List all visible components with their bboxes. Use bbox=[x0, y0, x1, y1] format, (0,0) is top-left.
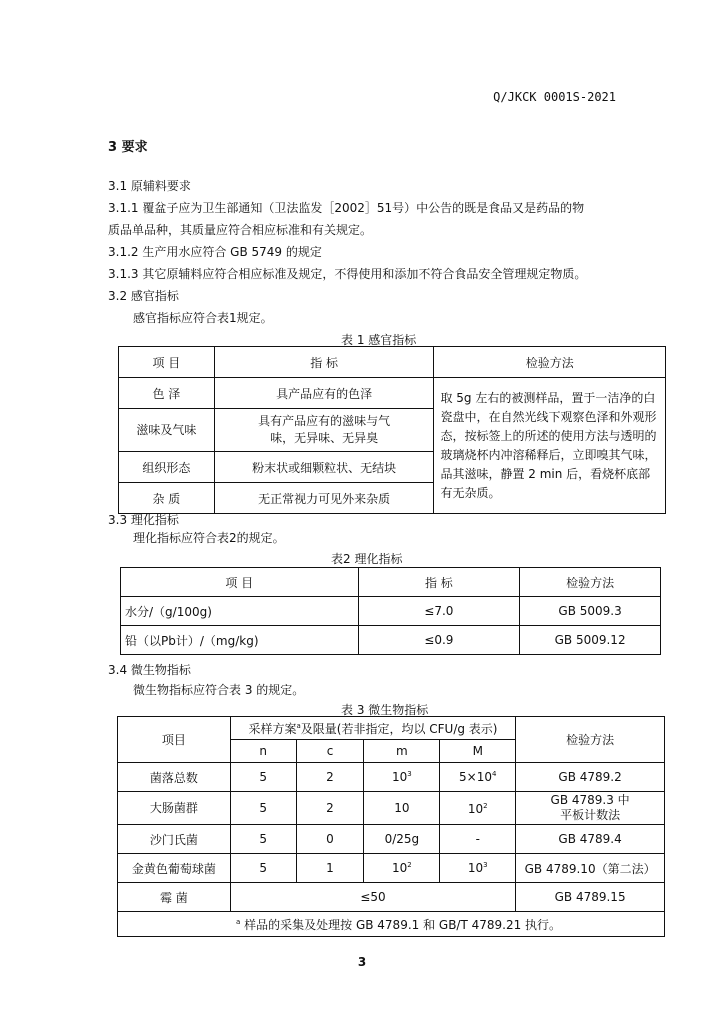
para-3-3-body: 理化指标应符合表2的规定。 bbox=[133, 531, 285, 545]
row-c: 2 bbox=[296, 763, 364, 792]
row-method: GB 5009.3 bbox=[520, 597, 661, 626]
m-exponent: 3 bbox=[407, 770, 412, 778]
table-note-row bbox=[118, 912, 665, 937]
method-cell: 取 5g 左右的被测样品，置于一洁净的白瓷盘中，在自然光线下观察色泽和外观形态，按标签上的所述的使用方法与透明的玻璃烧杯内冲溶稀释后，立即嗅其气味，品其滋味，静置 2 min 后，看烧杯底部有无杂质。 bbox=[434, 378, 666, 514]
table3-caption: 表 3 微生物指标 bbox=[341, 703, 429, 717]
table-row bbox=[119, 378, 666, 409]
row-n: 5 bbox=[230, 792, 296, 825]
row-M bbox=[440, 763, 516, 792]
row-item: 菌落总数 bbox=[118, 763, 231, 792]
table-row bbox=[118, 883, 665, 912]
physicochemical-table bbox=[120, 567, 661, 655]
para-3-1-2: 3.1.2 生产用水应符合 GB 5749 的规定 bbox=[108, 245, 322, 259]
microbial-table bbox=[117, 716, 665, 937]
method-line1: GB 4789.3 中 bbox=[550, 793, 630, 807]
header-method: 检验方法 bbox=[516, 717, 665, 763]
row-n: 5 bbox=[230, 763, 296, 792]
row-M bbox=[440, 854, 516, 883]
M-value: 10 bbox=[467, 802, 484, 816]
para-3-4-body: 微生物指标应符合表 3 的规定。 bbox=[133, 683, 305, 697]
table-row bbox=[121, 597, 661, 626]
M-value: 5×10 bbox=[459, 770, 492, 784]
footnote-marker: a bbox=[236, 917, 241, 926]
row-n: 5 bbox=[230, 825, 296, 854]
M-exponent: 2 bbox=[483, 802, 488, 810]
table-row bbox=[118, 763, 665, 792]
table-footnote bbox=[118, 912, 665, 937]
M-exponent: 3 bbox=[483, 861, 488, 869]
row-item: 色 泽 bbox=[119, 378, 215, 409]
sub-M: M bbox=[440, 740, 516, 763]
table-row bbox=[121, 626, 661, 655]
m-value: 10 bbox=[391, 770, 408, 784]
para-3-2-body: 感官指标应符合表1规定。 bbox=[133, 311, 273, 325]
para-3-4: 3.4 微生物指标 bbox=[108, 663, 191, 677]
row-item: 水分/（g/100g) bbox=[121, 597, 359, 626]
row-item: 滋味及气味 bbox=[119, 409, 215, 452]
row-method bbox=[516, 792, 665, 825]
row-index: 具产品应有的色泽 bbox=[214, 378, 434, 409]
row-M: - bbox=[440, 825, 516, 854]
para-3-1-3: 3.1.3 其它原辅料应符合相应标准及规定，不得使用和添加不符合食品安全管理规定物质。 bbox=[108, 267, 587, 281]
table-header-row bbox=[118, 717, 665, 740]
row-n: 5 bbox=[230, 854, 296, 883]
m-exponent: 2 bbox=[407, 861, 412, 869]
M-exponent: 4 bbox=[492, 770, 497, 778]
section-title: 3 要求 bbox=[108, 140, 148, 155]
page-number: 3 bbox=[357, 955, 367, 969]
header-method: 检验方法 bbox=[520, 568, 661, 597]
row-index: 具有产品应有的滋味与气味，无异味、无异臭 bbox=[214, 409, 434, 452]
header-sampling-plan bbox=[230, 717, 515, 740]
para-3-3: 3.3 理化指标 bbox=[108, 513, 179, 527]
row-item: 金黄色葡萄球菌 bbox=[118, 854, 231, 883]
row-method: GB 4789.2 bbox=[516, 763, 665, 792]
row-item: 组织形态 bbox=[119, 452, 215, 483]
para-3-2: 3.2 感官指标 bbox=[108, 289, 179, 303]
row-method: GB 5009.12 bbox=[520, 626, 661, 655]
para-3-1-1-line2: 质品单品种，其质量应符合相应标准和有关规定。 bbox=[108, 223, 373, 237]
para-3-1: 3.1 原辅料要求 bbox=[108, 179, 191, 193]
footnote-text: 样品的采集及处理按 GB 4789.1 和 GB/T 4789.21 执行。 bbox=[244, 917, 562, 932]
table-header-row bbox=[119, 347, 666, 378]
header-item: 项 目 bbox=[121, 568, 359, 597]
table-row bbox=[118, 792, 665, 825]
row-item: 杂 质 bbox=[119, 483, 215, 514]
header-item: 项 目 bbox=[119, 347, 215, 378]
header-plan-text: 采样方案 bbox=[248, 721, 297, 736]
row-c: 2 bbox=[296, 792, 364, 825]
row-m: 10 bbox=[364, 792, 440, 825]
row-method: GB 4789.4 bbox=[516, 825, 665, 854]
row-M bbox=[440, 792, 516, 825]
row-m bbox=[364, 854, 440, 883]
sub-m: m bbox=[364, 740, 440, 763]
para-3-1-1-line1: 3.1.1 覆盆子应为卫生部通知（卫法监发［2002］51号）中公告的既是食品又是药品的物 bbox=[108, 201, 585, 215]
row-c: 0 bbox=[296, 825, 364, 854]
row-item: 霉 菌 bbox=[118, 883, 231, 912]
header-plan-sup: a bbox=[296, 721, 301, 730]
row-method: GB 4789.15 bbox=[516, 883, 665, 912]
row-method: GB 4789.10（第二法） bbox=[516, 854, 665, 883]
header-index: 指 标 bbox=[358, 568, 520, 597]
row-item: 沙门氏菌 bbox=[118, 825, 231, 854]
row-index: ≤0.9 bbox=[358, 626, 520, 655]
table-row bbox=[118, 854, 665, 883]
row-item: 铅（以Pb计）/（mg/kg) bbox=[121, 626, 359, 655]
row-limit: ≤50 bbox=[230, 883, 515, 912]
row-index: 无正常视力可见外来杂质 bbox=[214, 483, 434, 514]
row-c: 1 bbox=[296, 854, 364, 883]
M-value: 10 bbox=[467, 861, 484, 875]
header-method: 检验方法 bbox=[434, 347, 666, 378]
row-m: 0/25g bbox=[364, 825, 440, 854]
header-plan-rest: 及限量(若非指定，均以 CFU/g 表示) bbox=[300, 721, 498, 736]
sub-c: c bbox=[296, 740, 364, 763]
row-index: 粉末状或细颗粒状、无结块 bbox=[214, 452, 434, 483]
table-row bbox=[118, 825, 665, 854]
document-code: Q/JKCK 0001S-2021 bbox=[493, 90, 616, 104]
row-m bbox=[364, 763, 440, 792]
sensory-table bbox=[118, 346, 666, 514]
row-item: 大肠菌群 bbox=[118, 792, 231, 825]
table1-caption: 表 1 感官指标 bbox=[341, 333, 417, 347]
m-value: 10 bbox=[391, 861, 408, 875]
table2-caption: 表2 理化指标 bbox=[331, 552, 403, 566]
row-index: ≤7.0 bbox=[358, 597, 520, 626]
header-index: 指 标 bbox=[214, 347, 434, 378]
sub-n: n bbox=[230, 740, 296, 763]
method-line2: 平板计数法 bbox=[560, 808, 621, 822]
table-header-row bbox=[121, 568, 661, 597]
header-item: 项目 bbox=[118, 717, 231, 763]
